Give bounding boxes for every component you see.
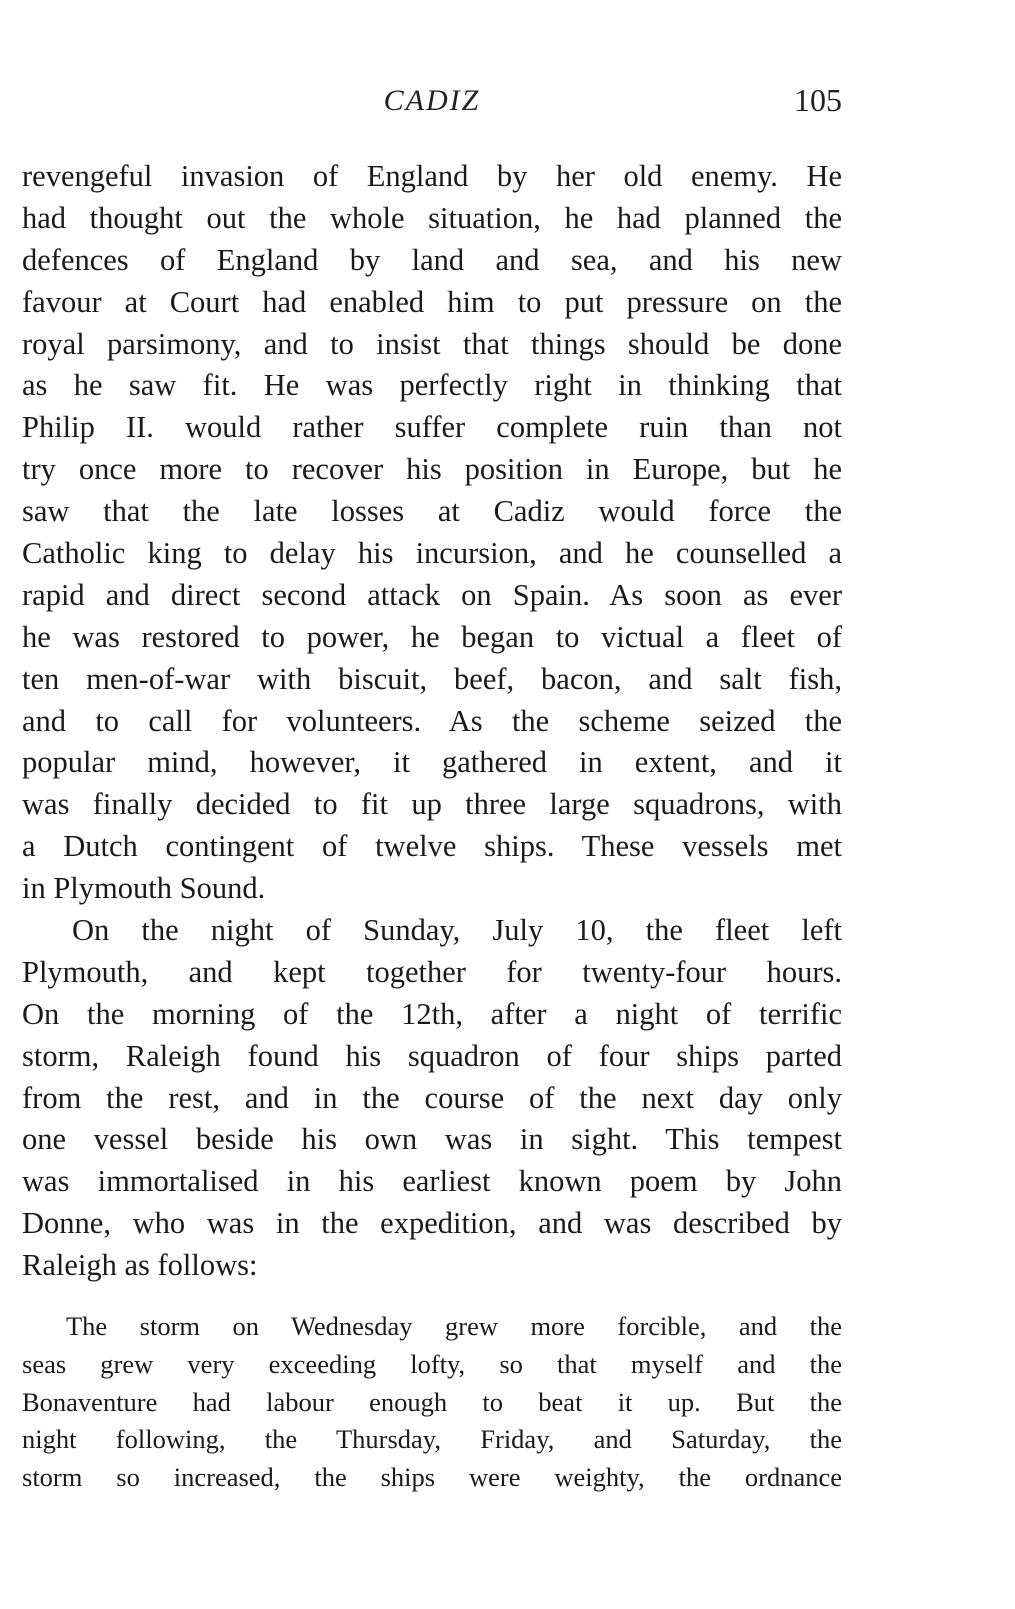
text-line: was finally decided to fit up three large squadrons, with	[22, 787, 842, 822]
page-number: 105	[794, 82, 842, 118]
text-line: a Dutch contingent of twelve ships. These vessels met	[22, 829, 842, 864]
text-line: Plymouth, and kept together for twenty-four hours.	[22, 954, 842, 989]
text-line: storm, Raleigh found his squadron of four ships parted	[22, 1038, 842, 1073]
text-line: Donne, who was in the expedition, and was described by	[22, 1206, 842, 1241]
text-line: he was restored to power, he began to victual a fleet of	[22, 619, 842, 654]
text-line: had thought out the whole situation, he had planned the	[22, 200, 842, 235]
text-line: rapid and direct second attack on Spain. As soon as ever	[22, 577, 842, 612]
text-line: Philip II. would rather suffer complete ruin than not	[22, 410, 842, 445]
text-line: from the rest, and in the course of the next day only	[22, 1080, 842, 1115]
paragraph-end-line: in Plymouth Sound.	[22, 871, 266, 906]
quote-line: night following, the Thursday, Friday, and Saturday, the	[22, 1424, 842, 1455]
text-line: saw that the late losses at Cadiz would force the	[22, 494, 842, 529]
quote-line: The storm on Wednesday grew more forcible, and the	[66, 1311, 842, 1341]
running-head	[22, 80, 842, 130]
text-line: On the morning of the 12th, after a night of terrific	[22, 996, 842, 1031]
text-line: Catholic king to delay his incursion, and he counselled a	[22, 536, 842, 571]
text-line: as he saw fit. He was perfectly right in thinking that	[22, 368, 842, 403]
quote-line: seas grew very exceeding lofty, so that myself and the	[22, 1348, 842, 1379]
text-line: ten men-of-war with biscuit, beef, bacon, and salt fish,	[22, 661, 842, 696]
text-line: popular mind, however, it gathered in extent, and it	[22, 745, 842, 780]
quote-line: storm so increased, the ships were weighty, the ordnance	[22, 1462, 842, 1493]
running-title: CADIZ	[383, 84, 481, 117]
text-line: defences of England by land and sea, and his new	[22, 242, 842, 277]
quote-line: Bonaventure had labour enough to beat it up. But the	[22, 1386, 842, 1417]
text-line: try once more to recover his position in Europe, but he	[22, 452, 842, 487]
text-line: and to call for volunteers. As the scheme seized the	[22, 703, 842, 738]
paragraph-end-line: Raleigh as follows:	[22, 1248, 258, 1283]
text-line: royal parsimony, and to insist that things should be done	[22, 326, 842, 361]
text-line: was immortalised in his earliest known poem by John	[22, 1164, 842, 1199]
text-line: revengeful invasion of England by her old enemy. He	[22, 159, 842, 193]
text-line: one vessel beside his own was in sight. This tempest	[22, 1122, 842, 1157]
paragraph-start-line: On the night of Sunday, July 10, the fleet left	[72, 913, 842, 948]
body-text	[22, 156, 842, 1287]
block-quote	[22, 1308, 842, 1497]
text-line: favour at Court had enabled him to put pressure on the	[22, 284, 842, 319]
